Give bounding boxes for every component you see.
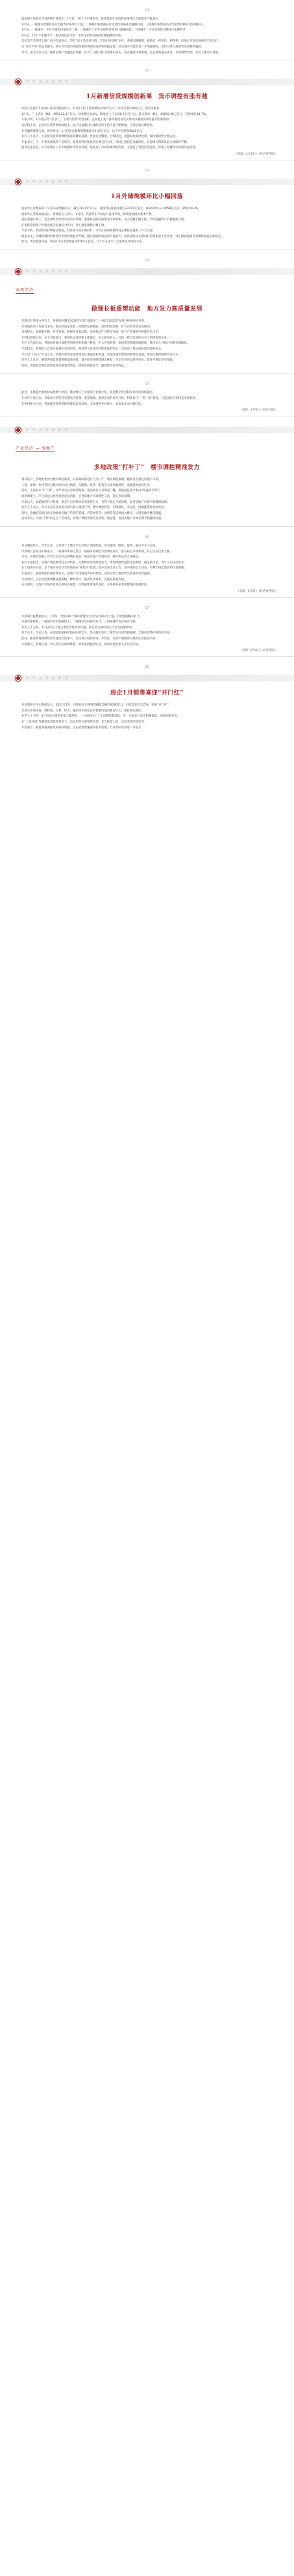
article-paragraph: 业内人士分析，1月份房价上涨主要受市场需求旺盛、部分热点城市供应不足等因素影响。 <box>21 626 135 630</box>
band-text: 中 外 企 业 家 参 考 <box>26 180 69 184</box>
article-paragraph: 在“房住不炒”的总基调下，预计今年楼市调控政策仍将保持连续性和稳定性，热点城市可能会进一步加强调控，房价过快上涨的势头将得到遏制。 <box>21 45 204 49</box>
document-page <box>16 598 278 657</box>
article-paragraph: 此外，多地提出要加快发展数字经济，推动数字产业化和产业数字化，促进数字经济和实体经济深度融合。 <box>21 391 156 395</box>
band-text: 中 外 企 业 家 参 考 <box>26 677 69 681</box>
article-paragraph: 另外，多地还加强了对学区房等热点领域的监管，规范房地产市场秩序，维护购房者合法权益。 <box>21 555 141 559</box>
article-title: 1月外储规模环比小幅回落 <box>110 193 184 200</box>
article-paragraph: 专家预计，随着调控政策持续发力，房地产市场将逐步回归理性，房价过快上涨的势头将得到有效遏制。 <box>21 572 153 576</box>
article-paragraph: 与此同时，房企也需要调整发展策略，降低杠杆，提高经营效率，实现高质量发展。 <box>21 578 127 581</box>
logo-icon <box>14 268 22 275</box>
page-number: 15 <box>145 382 149 387</box>
article-paragraph: 在扩大内需方面，各地纷纷提出要促进消费回补和潜力释放，扩大有效投资，加快新型基础设施建设，推进以人为核心的新型城镇化。 <box>21 342 190 346</box>
article-paragraph: 国际金融市场上，受主要经济体货币政策及预期、全球新冠肺炎疫情等因素影响，美元指数小幅上涨，全球金融资产价格涨跌互现。 <box>21 218 187 222</box>
article-source: （来源：2月8日《证券时报》） <box>239 649 278 653</box>
article-paragraph: 从各地政府工作报告来看，推动高质量发展、构建新发展格局、加快科技创新、扩大内需等成为高频词。 <box>21 325 153 329</box>
article-title: 房企1月销售喜迎“开门红” <box>110 690 184 697</box>
article-source: （来源：2月10日《经济参考报》） <box>234 152 278 156</box>
document-page <box>16 0 278 60</box>
article-paragraph: 展望未来，全球疫情和世界经济形势仍然复杂严峻，国际金融市场波动可能加大，但我国经济长期向好的基本面不会改变，外汇储备规模有望继续保持总体稳定。 <box>21 235 224 238</box>
article-paragraph: 从结构上看，企业中长期贷款增加较多，显示出金融对实体经济的支持力度不断增强，信贷结构持续优化。 <box>21 123 156 127</box>
article-title: 1月新增信贷规模创新高 货币调控有张有弛 <box>86 94 208 101</box>
band-text: 中 外 企 业 家 参 考 <box>26 429 69 433</box>
document-page <box>16 250 278 373</box>
article-paragraph: 1月份，一线城市二手住宅销售价格环比上涨，二线城市二手住宅销售价格环比涨幅回落，三线城市二手住宅销售价格环比由降转升。 <box>21 29 189 32</box>
article-paragraph: 在“三道红线”等融资监管政策背景下，房企更加注重销售回款，加大推盘力度，以改善现金流状况。 <box>21 721 147 724</box>
article-paragraph: 专家建议，各地应进一步完善住房保障体系，加快发展租赁住房，推动实现全体人民住有所居。 <box>21 643 141 646</box>
page-number: 13 <box>145 168 149 173</box>
band-text: 中 外 企 业 家 参 考 <box>26 81 69 84</box>
article-paragraph: 值得关注的是，央行近期在公开市场操作中有张有弛，既满足了市场的流动性需求，又避免了资金过度宽松，体现了稳健货币政策的灵活性。 <box>21 146 199 150</box>
article-paragraph: 专家认为，此轮调控针对性强，重点打击投机炒房等违规行为，有利于稳定市场预期，促进房地产市场平稳健康发展。 <box>21 500 170 504</box>
document-page <box>16 527 278 597</box>
article-paragraph: 上海、深圳、杭州等热点城市纷纷出台新政，从限购、限贷、限售等方面加强调控，遏制投机炒房行为。 <box>21 483 153 487</box>
article-paragraph: 近期召开的地方两会上，各地纷纷晒出2020年经济“成绩单”，并提出2021年发展目标和重点任务。 <box>21 320 147 324</box>
logo-icon <box>14 178 22 186</box>
article-paragraph: 同时，各地也需要注意防范和化解各类风险，统筹发展和安全，确保经济行稳致远。 <box>21 364 127 368</box>
document-page <box>16 374 278 416</box>
article-title: 做强长板重塑动能 地方发力高质量发展 <box>91 306 202 313</box>
header-band <box>0 268 294 275</box>
article-paragraph: 1月末，广义货币（M2）余额221.3万亿元，同比增长9.4%，增速比上月末低0.7个百分点。狭义货币（M1）余额62.56万亿元，同比增长14.7%。 <box>21 112 209 116</box>
document-page <box>16 60 278 160</box>
page-number: 17 <box>145 606 149 610</box>
article-paragraph: 今年是“十四五”开局之年，各地在谋划发展时更加注重质量和效益，更加注重创新驱动和绿色发展，更加注重保障和改善民生。 <box>21 353 182 357</box>
article-paragraph: 业内人士分析，1月份房企销售业绩大幅增长，一方面是由于上年同期基数较低，另一方面也与房企积极推盘、加快回款有关。 <box>21 715 180 719</box>
article-paragraph: 从长期看，房地产市场将更加注重居住属性，投资属性将逐步弱化，市场将迎来更加健康的发展阶段。 <box>21 583 150 587</box>
page-number: 14 <box>145 259 149 263</box>
article-paragraph: 专家分析，1月份信贷“开门红”，主要受到季节性因素、企业复工复产持续推进以及实体经济融资需求旺盛等因素推动。 <box>21 118 172 122</box>
article-paragraph: 在科技创新方面，多个省份提出，要强化企业创新主体地位，加大研发投入，打造一批具有国际竞争力的创新型企业。 <box>21 336 170 340</box>
article-paragraph: 从单月业绩来看，碧桂园、万科、恒大、融创等头部房企销售额均超过数百亿元，保持领先地位。 <box>21 709 144 713</box>
band-text: 中 外 企 业 家 参 考 <box>26 270 69 274</box>
article-paragraph: 国家外汇管理局2月7日发布的数据显示，截至2021年1月末，我国外汇储备规模为32107亿美元，较2020年末下降58亿美元，降幅为0.2%。 <box>21 207 201 210</box>
page-number: 12 <box>145 69 149 73</box>
document-page <box>16 416 278 526</box>
logo-icon <box>14 674 22 682</box>
page-number: 18 <box>145 665 149 670</box>
document-page <box>16 160 278 249</box>
article-paragraph: 专家指出，各地结合自身实际制定发展目标，既体现了对经济持续恢复的信心，也体现了推动高质量发展的决心。 <box>21 348 164 351</box>
article-paragraph: 业内专家指出，房地产调控要坚持长效机制，从供给和需求两端发力，增加保障性租赁住房供给，满足新市民、青年人的住房需求。 <box>21 561 187 565</box>
article-paragraph: 专家预计，随着各地调控政策持续收紧，房企销售增速或将有所放缓，行业集中度将进一步提升。 <box>21 726 144 730</box>
article-paragraph: 克而瑞研究中心数据显示，2021年1月，百强房企实现销售操盘金额约9500亿元，同比增长约125%，迎来“开门红”。 <box>21 704 172 708</box>
article-paragraph: 在乡村振兴方面，各地提出要巩固拓展脱贫攻坚成果，全面推进乡村振兴，加快农业农村现代化。 <box>21 402 144 406</box>
article-paragraph: 汇率折算和资产价格变化等因素综合作用，外汇储备规模小幅下降。 <box>21 223 107 227</box>
article-paragraph: 专家表示，下一步货币政策将不急转弯，保持对经济恢复的必要支持力度，同时注意防范金融风险，在稳增长和防风险之间取得平衡。 <box>21 140 190 144</box>
logo-icon <box>14 426 22 434</box>
article-paragraph: 对于后市，专家认为，在调控政策持续加码的背景下，热点城市房价上涨势头有望得到遏制，全国房价整体将保持平稳。 <box>21 631 173 635</box>
article-paragraph: 专家分析，我国经济持续稳定恢复，经济基本面长期向好，为外汇储备规模保持总体稳定提供了有力支撑。 <box>21 229 156 233</box>
article-paragraph: 在对外开放方面，各地表示将坚持实施更大范围、更宽领域、更深层次的对外开放，积极参与“一带一路”建设，打造国际合作和竞争新优势。 <box>21 397 199 400</box>
article-paragraph: 房价是否会继续上涨？业内专家表示，坚持“房子是用来住的、不是用来炒的”定位，各地因城施策，稳地价、稳房价、稳预期，房地产市场总体保持平稳运行。 <box>21 40 221 44</box>
page-number: 11 <box>145 8 149 12</box>
article-paragraph: 业内人士表示，预计未来还将有更多城市加入调控行列，楼市调控将进一步精准化、差异化，因城施策将更加突出。 <box>21 506 167 510</box>
article-paragraph: 1月份，70个大中城市中，新建商品住宅和二手住宅销售价格同比涨幅继续回落。 <box>21 34 124 38</box>
header-band <box>0 179 294 185</box>
page-number: 16 <box>145 535 149 539</box>
article-paragraph: 社会融资规模方面，初步统计，1月份社会融资规模增量为5.17万亿元，比上年同期多9842亿元。 <box>21 129 145 133</box>
article-paragraph: 中指研究院数据显示，1月份，全国100个城市新建住宅平均价格环比上涨，同比涨幅略有扩大。 <box>21 615 143 618</box>
article-paragraph: 1月份，一线城市新建商品住宅销售价格环比上涨，二线城市新建商品住宅销售价格环比涨幅回落，三线城市新建商品住宅销售价格环比由降转升。 <box>21 23 206 27</box>
header-band <box>0 79 294 85</box>
article-paragraph: 中国人民银行2月10日发布的数据显示，1月份人民币贷款增加3.58万亿元，同比多增2189亿元，创历史新高。 <box>21 107 162 111</box>
article-paragraph: 此外，随着各地保障性住房建设力度加大，住房供应结构将进一步优化，有助于缓解部分城市住房供需矛盾。 <box>21 637 158 641</box>
article-paragraph: 国家外汇管理局副局长、新闻发言人表示，1月份，我国外汇市场运行总体平稳，跨境资金流动基本平衡。 <box>21 212 154 216</box>
article-paragraph: 有关数据显示，今年以来，已有数十个城市出台房地产调控政策，涉及限购、限贷、限售、限价等多个方面。 <box>21 544 158 548</box>
article-source: （来源：2月9日《经济参考报》） <box>236 589 278 593</box>
article-paragraph: 此外，黄金储备方面，我国1月末黄金储备为6264万盎司，与上月末持平，已连续多月保持不变。 <box>21 240 145 244</box>
article-paragraph: 另外，部分专家认为，随着房地产金融监管加强，以及“三道红线”等政策的落实，房企融资环境收紧，房企将加速去库存，市场供给增加，房价上涨动力减弱。 <box>21 51 221 55</box>
article-paragraph: 春节前夕，多地密集出台楼市调控政策，对前期政策进行“打补丁”，堵住调控漏洞，精准发力稳定房地产市场。 <box>21 478 162 482</box>
article-paragraph: 从城市能级看，一线城市房价涨幅较大，二线城市房价稳中有升，三四线城市房价相对平稳。 <box>21 620 139 624</box>
column-tag: 产业经济 → 房地产 <box>16 446 55 452</box>
article-paragraph: 多地提出，要做强长板、补齐短板，积极培育新动能，加快推动产业转型升级，提升产业链供应链现代化水平。 <box>21 331 162 335</box>
article-source: （来源：2月9日《经济日报》） <box>239 409 278 413</box>
article-paragraph: 国家统计局城市司首席统计师指出，1月份，70个大中城市中，新建商品住宅销售价格环比上涨城市个数减少。 <box>21 18 161 21</box>
article-paragraph: 总体来看，“房住不炒”的定位不会改变，房地产调控将保持连续性、稳定性，促进房地产市场长期平稳健康发展。 <box>21 517 164 521</box>
document-page <box>16 657 278 735</box>
column-tag: 宏观经济 <box>16 288 34 293</box>
article-paragraph: 同时，金融监管部门也在加强对房地产信贷的管理，严防经营贷、消费贷等违规流入楼市，从资金端为楼市降温。 <box>21 511 164 515</box>
article-paragraph: 业内人士认为，随着各项政策措施的落地见效，地方经济将持续稳定恢复，为全年经济发展开好局、起好步奠定坚实基础。 <box>21 359 176 363</box>
header-band <box>0 675 294 682</box>
article-paragraph: 深圳则建立二手住房成交参考价格发布机制，引导房地产市场理性交易，稳定市场预期。 <box>21 494 133 498</box>
article-title: 多地政策“打补丁” 楼市调控精准发力 <box>93 465 201 472</box>
logo-icon <box>14 78 22 86</box>
header-band <box>0 427 294 433</box>
document <box>0 0 294 735</box>
article-paragraph: 业内人士认为，未来货币政策将继续保持稳健的基调，更加灵活精准、合理适度，把握好政策时度效，保持流动性合理充裕。 <box>21 135 178 139</box>
article-paragraph: 其中，上海发布“沪十条”，从严执行住房限购政策，提高离异人员购房门槛，增值税征免年限由2年提高至5年。 <box>21 489 162 493</box>
article-paragraph: 中原地产首席分析师表示，一线城市和部分热点二线城市的调控力度明显加大，意在稳定市场预期，防止房价过快上涨。 <box>21 550 173 554</box>
article-paragraph: 在土地供应方面，多个城市实行住宅用地供应“两集中”政策，集中发布出让公告，集中组织出让活动，有利于稳定地价和市场预期。 <box>21 567 187 570</box>
